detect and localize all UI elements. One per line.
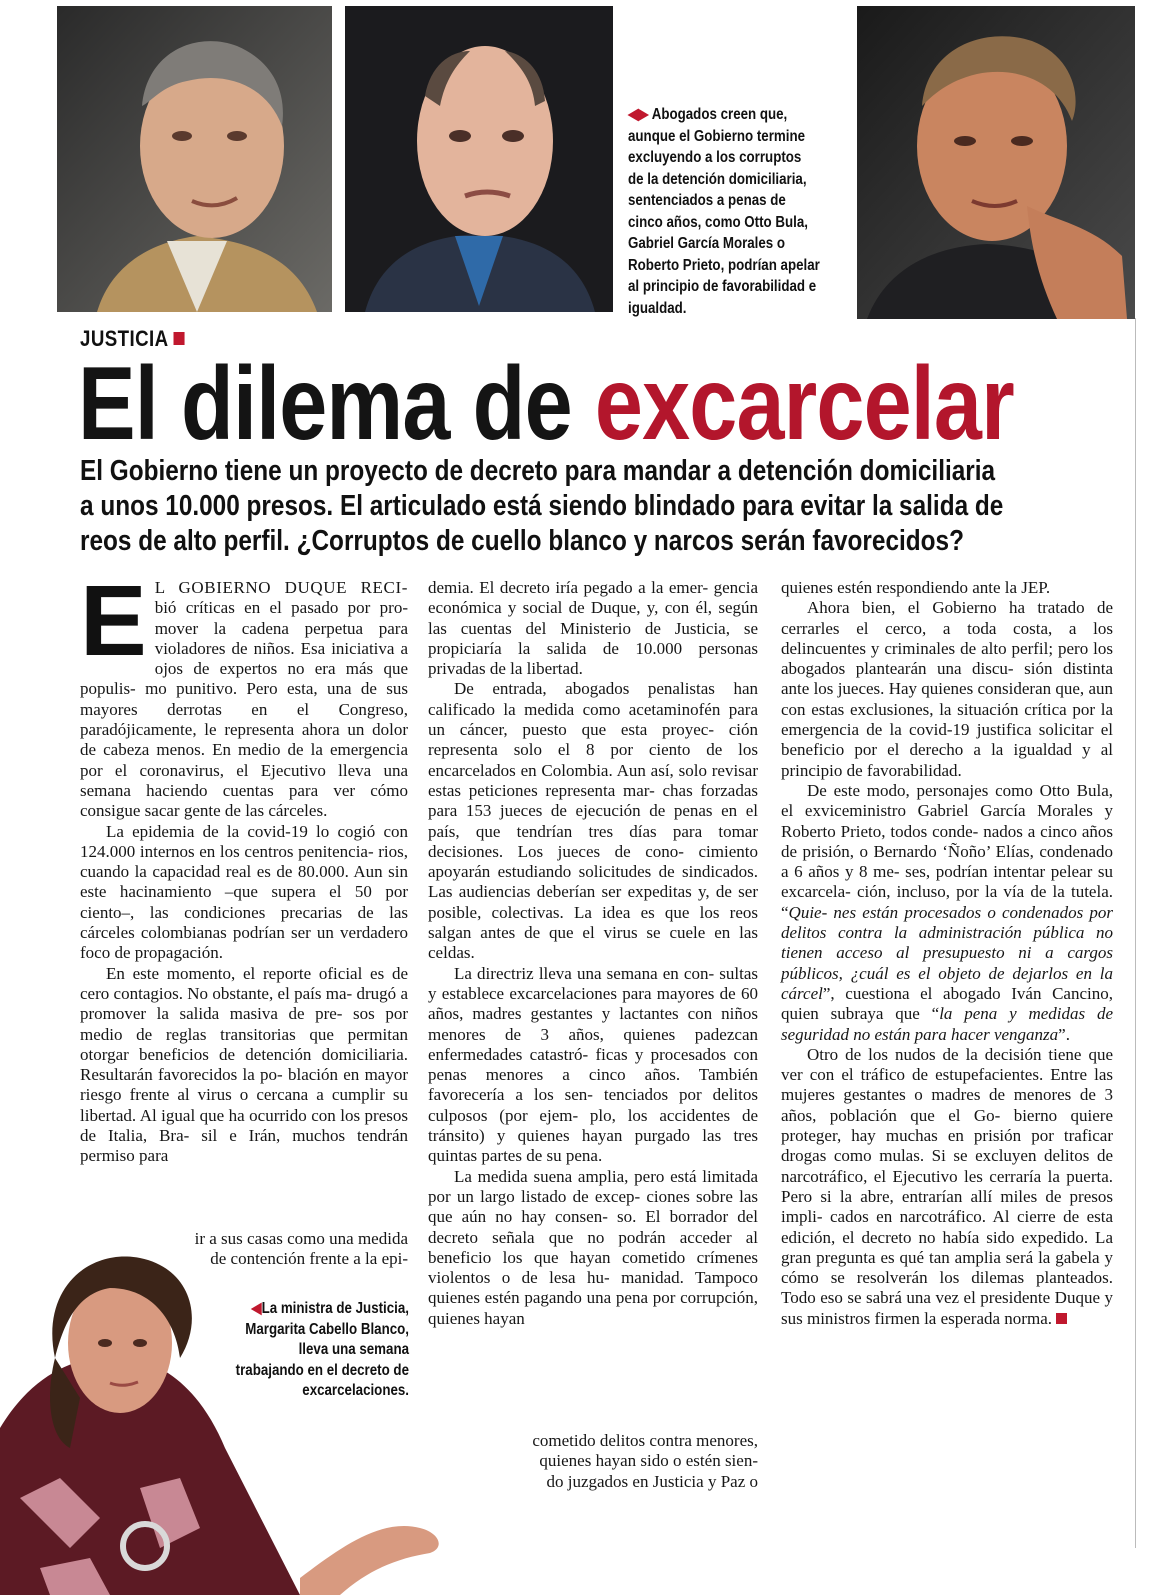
- right-border-rule: [1135, 318, 1136, 1548]
- paragraph: La directriz lleva una semana en con- sultas y establece excarcelaciones para mayores de 60 años, madres gestantes y lactantes con niños menores de 3 años, quienes padezcan enfermedades catastró- ficas y procesados con penas menores a cinco años. También favorecería a los sen- tenciados por delitos culposos (por ejem- plo, los accidentes de tránsito) y quienes hayan purgado las tres quintas partes de su pena.: [428, 963, 758, 1166]
- section-square-icon: [174, 332, 185, 345]
- article-column-2-tail: cometido delitos contra menores, quienes hayan sido o estén sien- do juzgados en Justicia y Paz o: [532, 1431, 758, 1491]
- headline: El dilema de excarcelar: [78, 346, 1014, 462]
- paragraph: demia. El decreto iría pegado a la emer- gencia económica y social de Duque, y, con él, según las cuentas del Ministerio de Justicia, se propiciaría la salida de 10.000 personas privadas de la libertad.: [428, 578, 758, 679]
- paragraph: quienes estén respondiendo ante la JEP.: [781, 578, 1051, 597]
- article-column-1-tail: ir a sus casas como una medida de contención frente a la epi-: [194, 1229, 408, 1269]
- deck: El Gobierno tiene un proyecto de decreto para mandar a detención domiciliaria a unos 10.000 presos. El articulado está siendo blindado para evitar la salida de reos de alto perfil. ¿Corruptos de cuello blanco y narcos serán favorecidos?: [80, 455, 1004, 557]
- drop-cap: E: [80, 565, 147, 677]
- top-photo-caption: ◀▶ Abogados creen que, aunque el Gobierno termine excluyendo a los corruptos de la detención domiciliaria, sentenciados a penas de cinco años, como Otto Bula, Gabriel García Morales o Roberto Prieto, podrían apelar al principio de favorabilidad e igualdad.: [628, 106, 820, 317]
- paragraph: La epidemia de la covid-19 lo cogió con 124.000 internos en los centros penitencia- rios, cuando la capacidad real es de 80.000. Aun sin este hacinamiento –que supera el 50 por ciento–, las condiciones precarias de las cárceles colombianas podrían ser un verdadero foco de propagación.: [80, 821, 408, 963]
- article-column-1: [80, 565, 408, 1167]
- paragraph: En este momento, el reporte oficial es de cero contagios. No obstante, el país ma- drugó a promover la salida masiva de pre- sos por medio de reglas transitorias que permitan otorgar beneficios de detención domiciliaria. Resultarán favorecidos la po- blación en mayor riesgo frente al virus o cercana a cumplir su libertad. Al igual que ha ocurrido con los presos de Italia, Bra- sil e Irán, muchos tendrán permiso para: [80, 963, 408, 1166]
- paragraph: La medida suena amplia, pero está limitada por un largo listado de excep- ciones sobre las que aún no hay consen- so. El borrador del decreto señala que no podrán acceder al beneficio los que hayan cometido crímenes violentos o de lesa hu- manidad. Tampoco quienes estén pagando una pena por corrupción, quienes hayan: [428, 1166, 758, 1328]
- paragraph: Otro de los nudos de la decisión tiene que ver con el tráfico de estupefacientes. Entre las mujeres gestantes o madres de menores de 3 años, población que el Go- bierno quiere proteger, hay muchas en prisión por traficar drogas como mulas. Si se excluyen delitos de narcotráfico, el Ejecutivo les cerraría la puerta. Pero si la abre, entrarían allí miles de presos impli- cados en narcotráfico. Al cierre de esta edición, el decreto no había sido expedido. La gran pregunta es qué tan amplia será la gabela y cómo se resolverán los dilemas planteados. Todo eso se sabrá una vez el presidente Duque y sus ministros firmen la esperada norma.: [781, 1044, 1113, 1328]
- article-column-2: [428, 578, 758, 1329]
- section-label: JUSTICIA: [80, 326, 185, 352]
- left-arrow-icon: ◀: [251, 1300, 262, 1317]
- photo-gabriel-garcia: [345, 6, 613, 312]
- paragraph: Ahora bien, el Gobierno ha tratado de cerrarles el cerco, a toda costa, a los delincuentes y criminales de alto perfil; pero los abogados plantearán una discu- sión distinta ante los jueces. Hay quienes consideran que, aun con estas exclusiones, la situación crítica por la emergencia de la covid-19 justifica solicitar el beneficio por el derecho a la igualdad y al principio de favorabilidad.: [781, 598, 1113, 780]
- paragraph: E L GOBIERNO DUQUE RECI- bió críticas en el pasado por pro- mover la cadena perpetua para violadores de niños. Esa iniciativa a ojos de expertos no era más que populis- mo punitivo. Pero esta, una de sus mayores derrotas en el Congreso, paradójicamente, le representa ahora un dolor de cabeza menos. En medio de la emergencia por el coronavirus, el Ejecutivo lleva una semana haciendo cuentas para ver cómo consigue sacar gente de las cárceles.: [80, 565, 408, 821]
- photo-otto-bula: [57, 6, 332, 312]
- minister-caption: ◀La ministra de Justicia, Margarita Cabello Blanco, lleva una semana trabajando en el decreto de excarcelaciones.: [235, 1300, 409, 1399]
- paragraph: De este modo, personajes como Otto Bula, el exviceministro Gabriel García Morales y Roberto Prieto, todos conde- nados a cinco años de prisión, o Bernardo ‘Ñoño’ Elías, condenado a 6 años y 8 me- ses, podrían intentar pelear su excarcela- ción, incluso, por la vía de la tutela. “Quie- nes están procesados o condenados por delitos contra la administración pública no tienen acceso al presupuesto ni a cargos públicos, ¿cuál es el objeto de dejarlos en la cárcel”, cuestiona el abogado Iván Cancino, quien subraya que “la pena y medidas de seguridad no están para hacer venganza”.: [781, 780, 1113, 1044]
- left-right-arrows-icon: ◀▶: [628, 106, 649, 123]
- end-mark-icon: [1056, 1313, 1067, 1324]
- article-column-3: [781, 578, 1113, 1329]
- photo-roberto-prieto: [857, 6, 1135, 319]
- paragraph: De entrada, abogados penalistas han calificado la medida como acetaminofén para un cáncer, puesto que esta proyec- ción representa solo el 8 por ciento de los encarcelados en Colombia. Aun así, solo revisar estas peticiones representa mar- chas forzadas para 153 jueces de ejecución de penas en el país, que tendrían tres días para tomar decisiones. Los jueces de cono- cimiento apoyarán estudiando solicitudes de sindicados. Las audiencias deberían ser expeditas y, de ser posible, colectivas. La idea es que los reos salgan antes de que el virus se cuele en las celdas.: [428, 679, 758, 963]
